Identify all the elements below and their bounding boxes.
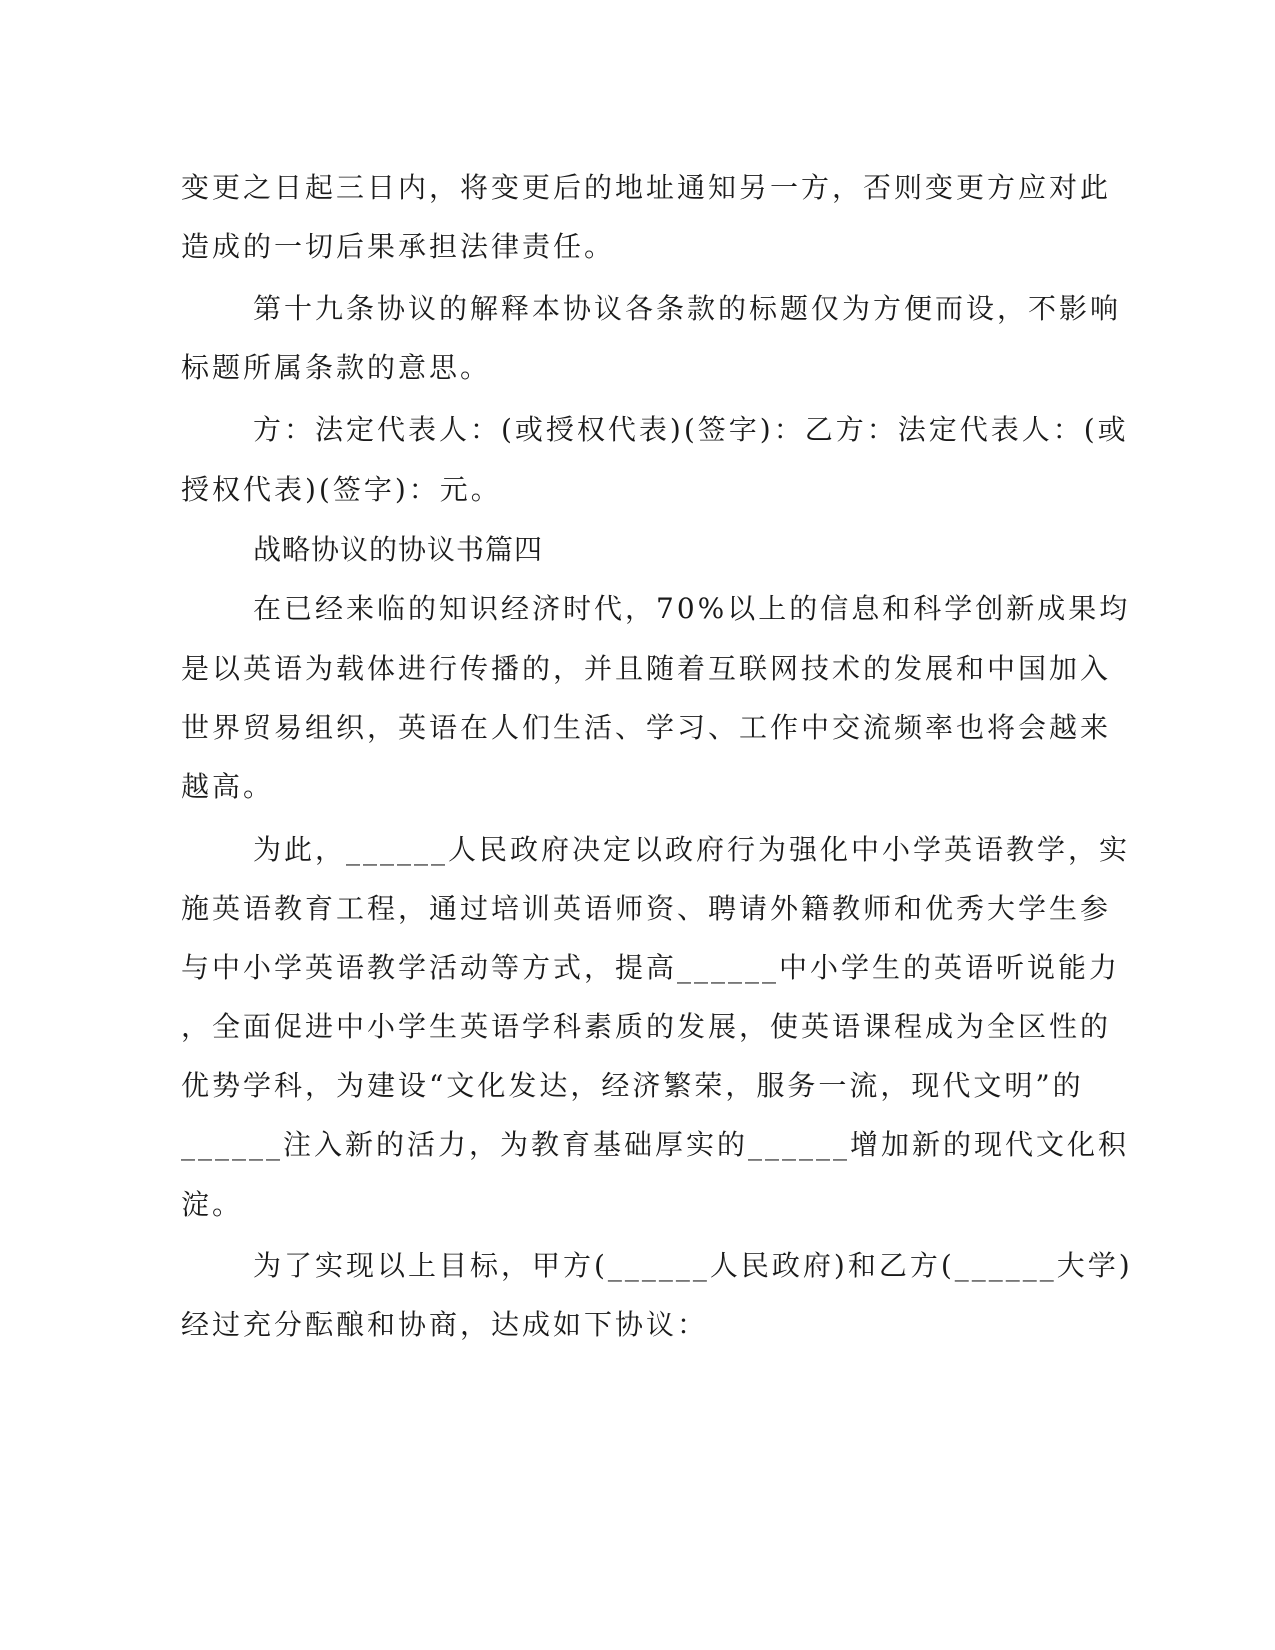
paragraph-5-line-1: 为此，______人民政府决定以政府行为强化中小学英语教学，实 bbox=[253, 833, 1131, 866]
paragraph-6-line-2: 经过充分酝酿和协商，达成如下协议： bbox=[181, 1308, 709, 1341]
paragraph-1-line-2: 造成的一切后果承担法律责任。 bbox=[181, 230, 616, 263]
paragraph-3-line-1: 方：法定代表人：(或授权代表)(签字)：乙方：法定代表人：(或 bbox=[253, 413, 1129, 446]
paragraph-4-line-2: 是以英语为载体进行传播的，并且随着互联网技术的发展和中国加入 bbox=[181, 652, 1112, 685]
paragraph-5-line-3: 与中小学英语教学活动等方式，提高______中小学生的英语听说能力 bbox=[181, 951, 1121, 984]
paragraph-5-line-5: 优势学科，为建设“文化发达，经济繁荣，服务一流，现代文明”的 bbox=[181, 1069, 1084, 1102]
paragraph-5-line-4: ，全面促进中小学生英语学科素质的发展，使英语课程成为全区性的 bbox=[181, 1010, 1112, 1043]
paragraph-4-line-3: 世界贸易组织，英语在人们生活、学习、工作中交流频率也将会越来 bbox=[181, 711, 1112, 744]
paragraph-4-line-1: 在已经来临的知识经济时代，70%以上的信息和科学创新成果均 bbox=[253, 592, 1131, 625]
paragraph-5-line-7: 淀。 bbox=[181, 1188, 244, 1221]
section-heading: 战略协议的协议书篇四 bbox=[253, 533, 544, 566]
paragraph-2-line-1: 第十九条协议的解释本协议各条款的标题仅为方便而设，不影响 bbox=[253, 292, 1122, 325]
paragraph-4-line-4: 越高。 bbox=[181, 770, 275, 803]
paragraph-5-line-2: 施英语教育工程，通过培训英语师资、聘请外籍教师和优秀大学生参 bbox=[181, 892, 1112, 925]
paragraph-3-line-2: 授权代表)(签字)：元。 bbox=[181, 473, 502, 506]
paragraph-2-line-2: 标题所属条款的意思。 bbox=[181, 351, 492, 384]
paragraph-1-line-1: 变更之日起三日内，将变更后的地址通知另一方，否则变更方应对此 bbox=[181, 171, 1112, 204]
paragraph-5-line-6: ______注入新的活力，为教育基础厚实的______增加新的现代文化积 bbox=[181, 1128, 1130, 1161]
paragraph-6-line-1: 为了实现以上目标，甲方(______人民政府)和乙方(______大学) bbox=[253, 1249, 1133, 1282]
